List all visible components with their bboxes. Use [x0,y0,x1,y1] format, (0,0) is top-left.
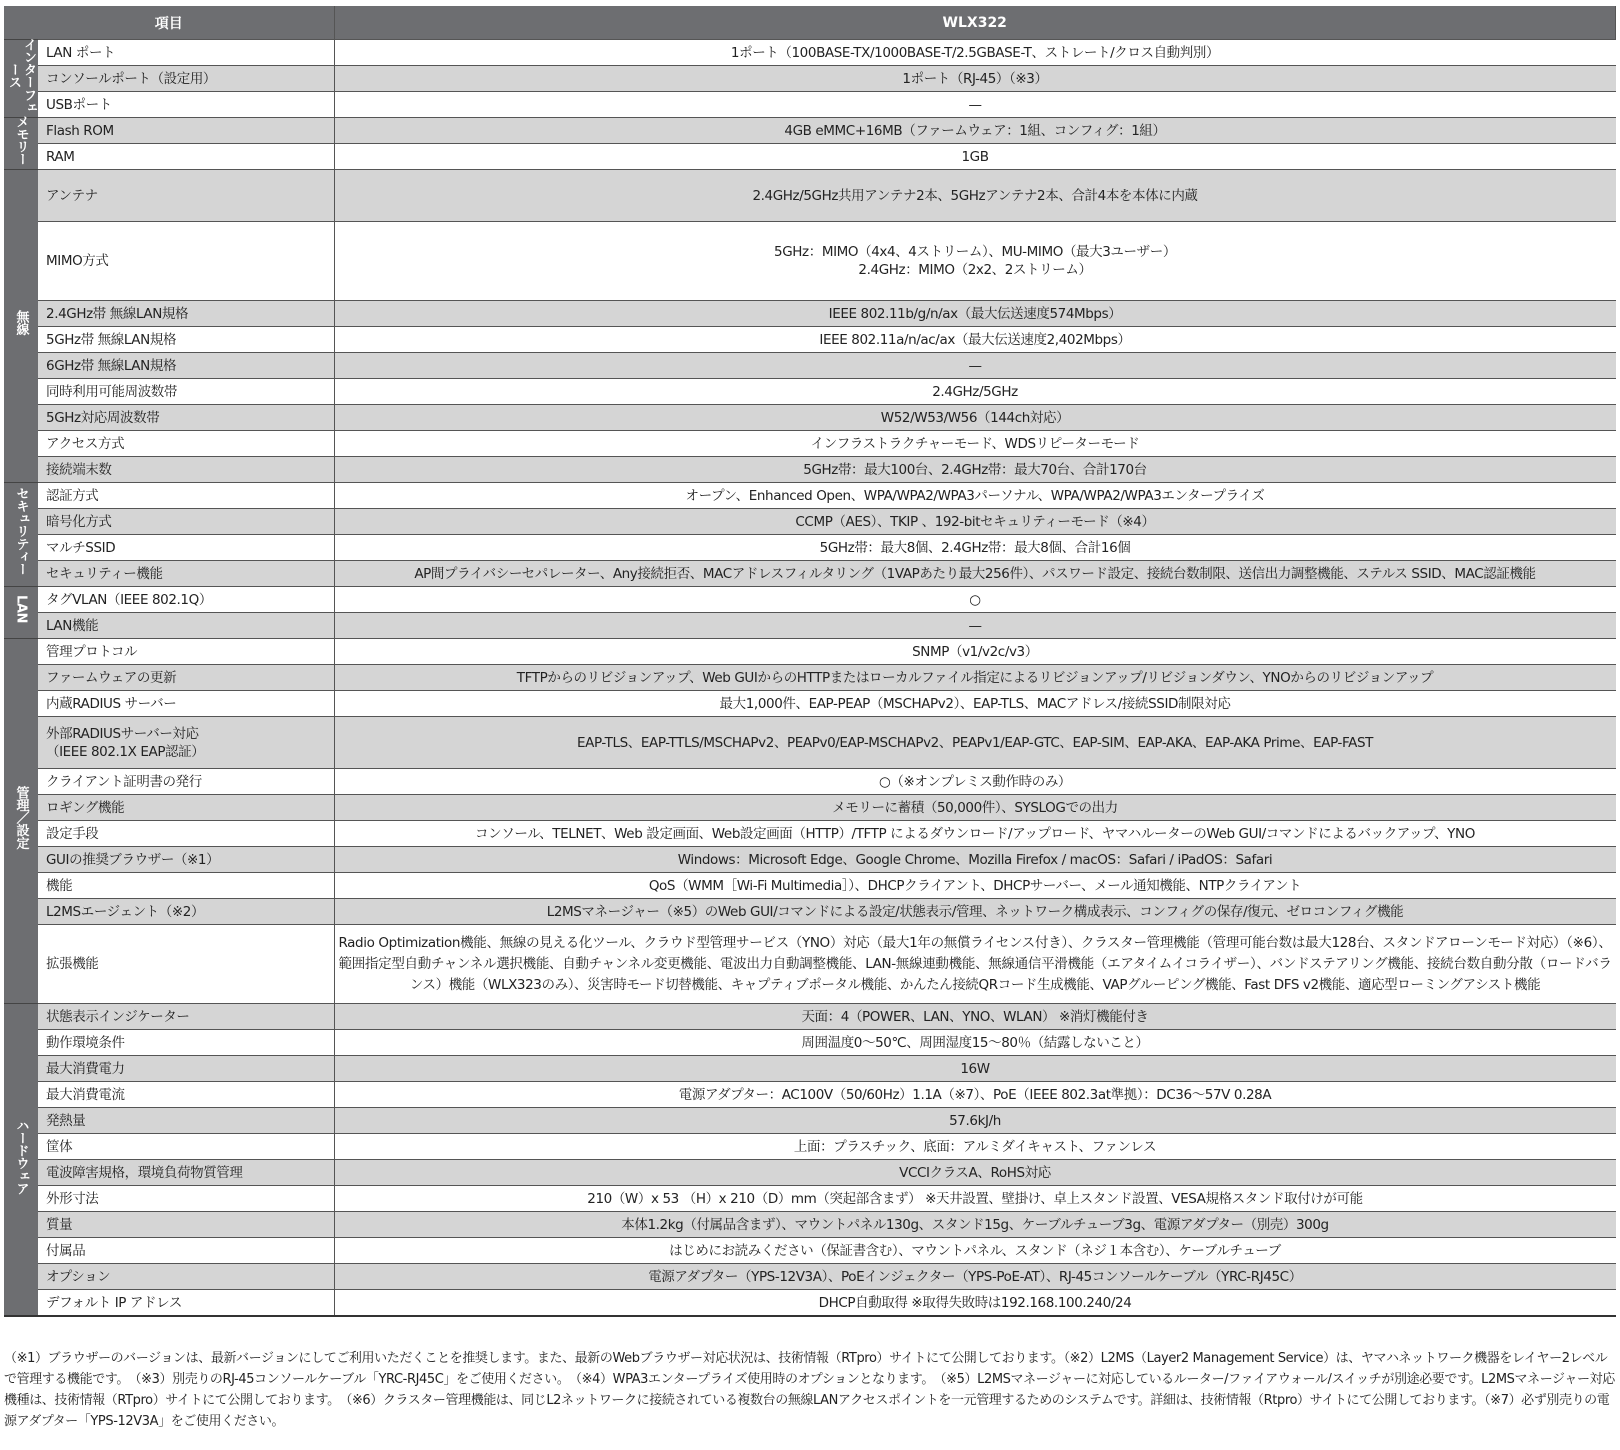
row-value-text: 上面：プラスチック、底面：アルミダイキャスト、ファンレス [793,1138,1157,1155]
row-label-text: 質量 [46,1216,73,1233]
row-label [38,92,334,118]
row-label-text: タグVLAN（IEEE 802.1Q） [46,591,212,608]
table-row [4,1082,1616,1108]
table-header [4,6,1616,40]
row-label-text: デフォルト IP アドレス [46,1294,182,1311]
row-label-text: 内蔵RADIUS サーバー [46,695,177,712]
row-value-text: SNMP（v1/v2c/v3） [912,643,1038,660]
section-label [4,483,38,587]
row-label [38,847,334,873]
row-value-text: 周囲温度0〜50℃、周囲湿度15〜80％（結露しないこと） [801,1034,1149,1051]
row-label-text: LAN ポート [46,44,116,61]
row-label [38,509,334,535]
row-value [334,769,1616,795]
row-label [38,1238,334,1264]
section-name: ハードウェア [13,1118,29,1195]
row-label-text: 同時利用可能周波数帯 [46,383,177,400]
row-label-text: 電波障害規格，環境負荷物質管理 [46,1164,243,1181]
section-name: メモリー [13,115,29,166]
row-value-text: メモリーに蓄積（50,000件）、SYSLOGでの出力 [832,799,1118,816]
row-label-text: セキュリティー機能 [46,565,163,582]
row-value [334,925,1616,1004]
row-value-text: はじめにお読みください（保証書含む）、マウントパネル、スタンド（ネジ１本含む）、ケーブルチューブ [669,1242,1281,1259]
row-value [334,1186,1616,1212]
section-name: LAN [13,595,29,624]
row-value-text: 最大1,000件、EAP-PEAP（MSCHAPv2）、EAP-TLS、MACアドレス/接続SSID制限対応 [719,695,1231,712]
table-row [4,379,1616,405]
section-label [4,1004,38,1317]
section-name: セキュリティー [13,487,29,576]
row-value [334,118,1616,144]
row-value-text: 2.4GHz/5GHz [932,383,1018,400]
row-value [334,1238,1616,1264]
table-row [4,327,1616,353]
row-label [38,1082,334,1108]
row-label-text: 5GHz帯 無線LAN規格 [46,331,177,348]
row-value [334,873,1616,899]
row-label [38,795,334,821]
header-model: WLX322 [334,6,1616,40]
row-value [334,144,1616,170]
row-label-text: 管理プロトコル [46,643,138,660]
row-label [38,1134,334,1160]
row-value [334,66,1616,92]
row-label-text: 筐体 [46,1138,73,1155]
row-value-text: 電源アダプター（YPS-12V3A）、PoEインジェクター（YPS-PoE-AT）、RJ-45コンソールケーブル（YRC-RJ45C） [648,1268,1302,1285]
row-label [38,40,334,66]
row-value [334,92,1616,118]
table-row [4,847,1616,873]
row-label-text: アクセス方式 [46,435,125,452]
table-row [4,1004,1616,1030]
row-label-text: 機能 [46,877,73,894]
table-row [4,66,1616,92]
row-value-text: — [968,96,982,113]
row-label-text: 接続端末数 [46,461,112,478]
row-value [334,353,1616,379]
row-label-text: LAN機能 [46,617,99,634]
row-label [38,639,334,665]
row-value-text: VCCIクラスA、RoHS対応 [899,1164,1051,1181]
table-row [4,457,1616,483]
header-item: 項目 [4,6,334,40]
row-label-text: RAM [46,148,75,165]
row-label-text: 6GHz帯 無線LAN規格 [46,357,177,374]
row-label [38,170,334,222]
row-label-text: 暗号化方式 [46,513,112,530]
table-row [4,691,1616,717]
row-label [38,665,334,691]
row-value-text: 1ポート（100BASE-TX/1000BASE-T/2.5GBASE-T、ストレート/クロス自動判別） [730,44,1220,61]
section-label [4,37,38,118]
row-label-text: USBポート [46,96,112,113]
row-label-text: GUIの推奨ブラウザー（※1） [46,851,220,868]
row-value [334,795,1616,821]
row-label [38,1160,334,1186]
row-value-text: EAP-TLS、EAP-TTLS/MSCHAPv2、PEAPv0/EAP-MSCHAPv2、PEAPv1/EAP-GTC、EAP-SIM、EAP-AKA、EAP-AKA Prime、EAP-FAST [576,734,1373,751]
row-label-text: 最大消費電力 [46,1060,125,1077]
row-value-text: 210（W）x 53 （H）x 210（D）mm（突起部含まず） ※天井設置、壁掛け、卓上スタンド設置、VESA規格スタンド取付けが可能 [587,1190,1363,1207]
row-label-text: 外部RADIUSサーバー対応 [46,725,199,742]
table-row [4,1160,1616,1186]
row-value [334,561,1616,587]
row-value-text: AP間プライバシーセパレーター、Any接続拒否、MACアドレスフィルタリング（1VAPあたり最大256件）、パスワード設定、接続台数制限、送信出力調整機能、ステルス SSID、MAC認証機能 [414,565,1536,582]
table-row [4,587,1616,613]
row-label-text: 拡張機能 [46,956,99,972]
section-name: 無線 [13,310,29,336]
row-value-text: オープン、Enhanced Open、WPA/WPA2/WPA3パーソナル、WPA/WPA2/WPA3エンタープライズ [685,487,1265,504]
row-label [38,483,334,509]
row-label-text: Flash ROM [46,122,114,139]
table-row [4,535,1616,561]
row-label-text: オプション [46,1268,111,1285]
row-value [334,1264,1616,1290]
row-label [38,327,334,353]
row-label [38,587,334,613]
table-row [4,561,1616,587]
row-label [38,1056,334,1082]
row-value [334,40,1616,66]
row-value-text: Radio Optimization機能、無線の見える化ツール、クラウド型管理サービス（YNO）対応（最大1年の無償ライセンス付き）、クラスター管理機能（管理可能台数は最大128台、スタンドアローンモード対応）（※6）、範囲指定型自動チャンネル選択機能、自動チャンネル変更機能、電波出力自動調整機能、LAN-無線連動機能、無線通信平滑機能（エアタイムイコライザー）、バンドステアリング機能、接続台数自動分散（ロードバランス）機能（WLX323のみ）、災害時モード切替機能、キャプティブポータル機能、かんたん接続QRコード生成機能、VAPグルーピング機能、Fast DFS v2機能、適応型ローミングアシスト機能 [338,934,1612,993]
row-value [334,1056,1616,1082]
row-value [334,1082,1616,1108]
table-row [4,353,1616,379]
table-row [4,821,1616,847]
row-value [334,899,1616,925]
row-value [334,509,1616,535]
row-label-text: ファームウェアの更新 [46,669,177,686]
row-label-text: 付属品 [46,1242,86,1259]
row-label [38,301,334,327]
row-value [334,1160,1616,1186]
row-label [38,899,334,925]
row-label [38,431,334,457]
row-value-text: Windows：Microsoft Edge、Google Chrome、Mozilla Firefox / macOS：Safari / iPadOS：Safari [677,851,1273,868]
row-label-text: 5GHz対応周波数帯 [46,409,160,426]
row-value-text: 4GB eMMC+16MB（ファームウェア：1組、コンフィグ：1組） [784,122,1166,139]
table-row [4,92,1616,118]
row-value-text: 1GB [961,148,989,165]
row-value-text: 5GHz帯：最大100台、2.4GHz帯：最大70台、合計170台 [803,461,1147,478]
row-value-text: W52/W53/W56（144ch対応） [880,409,1070,426]
row-label [38,821,334,847]
row-value [334,405,1616,431]
section-label [4,170,38,483]
row-label-text: マルチSSID [46,539,116,556]
row-value [334,222,1616,301]
row-value-text: L2MSマネージャー（※5）のWeb GUI/コマンドによる設定/状態表示/管理、ネットワーク構成表示、コンフィグの保存/復元、ゼロコンフィグ機能 [546,903,1404,920]
row-label-text: コンソールポート（設定用） [46,70,217,87]
row-label-text: ロギング機能 [46,799,125,816]
row-value-text: IEEE 802.11b/g/n/ax（最大伝送速度574Mbps） [828,305,1122,322]
table-row [4,639,1616,665]
row-value [334,431,1616,457]
spec-table [4,6,1616,1317]
row-label [38,1186,334,1212]
row-value-text: ○（※オンプレミス動作時のみ） [878,773,1072,790]
row-value-text: 1ポート（RJ-45）（※3） [902,70,1048,87]
row-value [334,170,1616,222]
table-row [4,301,1616,327]
row-value [334,587,1616,613]
table-row [4,1108,1616,1134]
table-row [4,431,1616,457]
section-name: インターフェース [6,37,36,114]
row-label [38,222,334,301]
row-label-text: L2MSエージェント（※2） [46,903,205,920]
row-value [334,1134,1616,1160]
row-value [334,379,1616,405]
row-label-text: アンテナ [46,187,98,204]
row-value [334,1004,1616,1030]
row-value [334,613,1616,639]
table-row [4,1186,1616,1212]
table-row [4,925,1616,1004]
table-row [4,1030,1616,1056]
row-label-text: クライアント証明書の発行 [46,773,202,790]
row-value-text: 2.4GHz/5GHz共用アンテナ2本、5GHzアンテナ2本、合計4本を本体に内蔵 [752,187,1198,204]
row-value [334,717,1616,769]
row-label [38,1290,334,1317]
row-label [38,717,334,769]
row-value [334,1108,1616,1134]
row-value [334,457,1616,483]
section-label [4,587,38,639]
table-row [4,665,1616,691]
table-row [4,1134,1616,1160]
row-value [334,535,1616,561]
table-row [4,613,1616,639]
row-value-text: ○ [969,591,981,608]
row-label [38,118,334,144]
row-label-text: 2.4GHz帯 無線LAN規格 [46,305,189,322]
row-label-text: （IEEE 802.1X EAP認証） [46,743,205,760]
row-value-text: 5GHz帯：最大8個、2.4GHz帯：最大8個、合計16個 [819,539,1131,556]
table-row [4,222,1616,301]
table-row [4,1264,1616,1290]
row-label [38,613,334,639]
row-value-text: 本体1.2kg（付属品含まず）、マウントパネル130g、スタンド15g、ケーブルチューブ3g、電源アダプター（別売）300g [621,1216,1329,1233]
table-row [4,717,1616,769]
table-row [4,118,1616,144]
table-row [4,144,1616,170]
row-value [334,821,1616,847]
row-value-text: 電源アダプター：AC100V（50/60Hz）1.1A（※7）、PoE（IEEE 802.3at準拠）：DC36〜57V 0.28A [678,1086,1272,1103]
table-row [4,1290,1616,1317]
row-value-text: QoS（WMM［Wi-Fi Multimedia］）、DHCPクライアント、DHCPサーバー、メール通知機能、NTPクライアント [648,877,1302,894]
row-value-text: インフラストラクチャーモード、WDSリピーターモード [810,435,1140,452]
row-label [38,405,334,431]
table-row [4,40,1616,66]
row-value-text: CCMP（AES）、TKIP 、192-bitセキュリティーモード（※4） [795,513,1155,530]
row-label-text: 最大消費電流 [46,1086,125,1103]
row-value [334,301,1616,327]
row-value-text: コンソール、TELNET、Web 設定画面、Web設定画面（HTTP）/TFTP によるダウンロード/アップロード、ヤマハルーターのWeb GUI/コマンドによるバックアップ、YNO [475,825,1475,842]
row-value-text: — [968,617,982,634]
row-label [38,925,334,1004]
row-value-text: DHCP自動取得 ※取得失敗時は192.168.100.240/24 [818,1294,1132,1311]
table-row [4,795,1616,821]
row-value [334,639,1616,665]
row-label-text: 発熱量 [46,1112,86,1129]
section-name: 管理／設定 [13,786,29,850]
row-value [334,691,1616,717]
row-label [38,1030,334,1056]
row-value [334,847,1616,873]
table-row [4,1238,1616,1264]
row-label-text: MIMO方式 [46,253,109,269]
row-value-text: 天面：4（POWER、LAN、YNO、WLAN） ※消灯機能付き [801,1008,1149,1025]
row-label-text: 設定手段 [46,825,99,842]
row-label [38,144,334,170]
row-value [334,483,1616,509]
table-row [4,769,1616,795]
row-label-text: 状態表示インジケーター [46,1008,190,1025]
section-label [4,115,38,170]
row-value-text: 16W [960,1060,990,1077]
row-value-text: 57.6kJ/h [949,1112,1001,1129]
table-row [4,899,1616,925]
row-value [334,1290,1616,1317]
row-value [334,327,1616,353]
row-value-text: 2.4GHz：MIMO（2x2、2ストリーム） [858,262,1092,278]
table-row [4,483,1616,509]
footnotes: （※1）ブラウザーのバージョンは、最新バージョンにしてご利用いただくことを推奨します。また、最新のWebブラウザー対応状況は、技術情報（RTpro）サイトにて公開しております。（※2）L2MS（Layer2 Management Service）は、ヤマハネットワーク機器をレイヤー2レベルで管理する機能です。 （※3）別売りのRJ-45コンソールケーブル「YRC-RJ45C」をご使用ください。 （※4）WPA3エンタープライズ使用時のオプションとなります。 （※5）L2MSマネージャーに対応しているルーター/ファイアウォール/スイッチが別途必要です。L2MSマネージャー対応機種は、技術情報（RTpro）サイトにて公開しております。 （※6）クラスター管理機能は、同じL2ネットワークに接続されている複数台の無線LANアクセスポイントを一元管理するためのシステムです。詳細は、技術情報（Rtpro）サイトにて公開しております。（※7）必ず別売りの電源アダプター「YPS-12V3A」をご使用ください。 [4,1351,1615,1429]
row-value-text: 5GHz：MIMO（4x4、4ストリーム）、MU-MIMO（最大3ユーザー） [774,244,1176,260]
row-label [38,769,334,795]
row-value [334,665,1616,691]
row-value [334,1212,1616,1238]
section-label [4,639,38,1004]
table-row [4,170,1616,222]
row-label [38,561,334,587]
row-label [38,379,334,405]
row-label [38,873,334,899]
row-label [38,535,334,561]
row-label [38,1108,334,1134]
row-label [38,66,334,92]
row-label-text: 動作環境条件 [46,1034,125,1051]
row-label [38,1264,334,1290]
table-row [4,405,1616,431]
table-row [4,1056,1616,1082]
row-label-text: 認証方式 [46,487,99,504]
row-label [38,1004,334,1030]
row-value-text: TFTPからのリビジョンアップ、Web GUIからのHTTPまたはローカルファイル指定によるリビジョンアップ/リビジョンダウン、YNOからのリビジョンアップ [516,669,1434,686]
row-label [38,457,334,483]
table-row [4,1212,1616,1238]
table-row [4,509,1616,535]
row-value-text: IEEE 802.11a/n/ac/ax（最大伝送速度2,402Mbps） [819,331,1131,348]
row-label [38,1212,334,1238]
table-row [4,873,1616,899]
row-label [38,353,334,379]
row-value [334,1030,1616,1056]
row-label [38,691,334,717]
row-label-text: 外形寸法 [46,1190,99,1207]
row-value-text: — [968,357,982,374]
